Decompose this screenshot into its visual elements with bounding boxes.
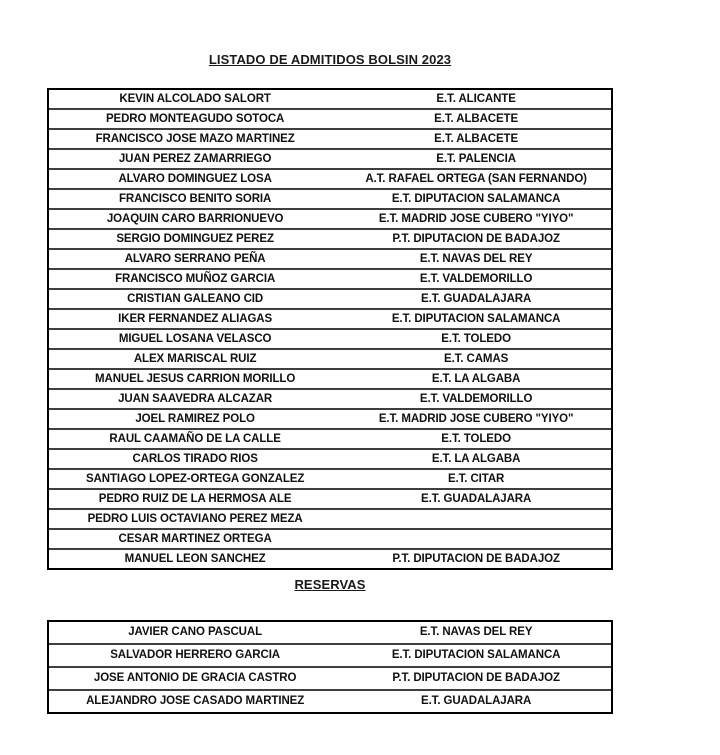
center-name: E.T. ALBACETE <box>434 132 519 145</box>
person-name: ALEJANDRO JOSE CASADO MARTINEZ <box>86 695 305 708</box>
person-name: SALVADOR HERRERO GARCIA <box>110 649 280 662</box>
center-name: E.T. ALBACETE <box>434 112 519 125</box>
center-name: E.T. VALDEMORILLO <box>419 272 533 285</box>
table-row <box>49 230 611 250</box>
center-name: E.T. LA ALGABA <box>431 372 521 385</box>
center-name: E.T. GUADALAJARA <box>421 695 532 708</box>
table-row <box>49 470 611 490</box>
table-row <box>49 668 611 691</box>
table-row <box>49 622 611 645</box>
table-row <box>49 290 611 310</box>
center-name: E.T. MADRID JOSE CUBERO "YIYO" <box>378 412 574 425</box>
person-name: MANUEL LEON SANCHEZ <box>124 552 266 565</box>
person-name: ALVARO DOMINGUEZ LOSA <box>118 172 272 185</box>
center-name <box>341 519 611 520</box>
center-name: E.T. DIPUTACION SALAMANCA <box>391 312 561 325</box>
person-name: SERGIO DOMINGUEZ PEREZ <box>116 232 274 245</box>
person-name: JUAN PEREZ ZAMARRIEGO <box>118 152 272 165</box>
center-name <box>341 539 611 540</box>
table-row <box>49 370 611 390</box>
center-name: E.T. CAMAS <box>444 352 509 365</box>
center-name: A.T. RAFAEL ORTEGA (SAN FERNANDO) <box>365 172 587 185</box>
table-row <box>49 490 611 510</box>
center-name: P.T. DIPUTACION DE BADAJOZ <box>392 672 560 685</box>
person-name: MANUEL JESUS CARRION MORILLO <box>95 372 296 385</box>
table-row <box>49 270 611 290</box>
center-name: E.T. DIPUTACION SALAMANCA <box>391 649 561 662</box>
person-name: JUAN SAAVEDRA ALCAZAR <box>118 392 273 405</box>
person-name: PEDRO RUIZ DE LA HERMOSA ALE <box>98 492 292 505</box>
table-row <box>49 90 611 110</box>
table-row <box>49 350 611 370</box>
center-name: P.T. DIPUTACION DE BADAJOZ <box>392 552 560 565</box>
table-row <box>49 410 611 430</box>
person-name: RAUL CAAMAÑO DE LA CALLE <box>109 432 281 445</box>
table-row <box>49 170 611 190</box>
table-row <box>49 110 611 130</box>
center-name: E.T. GUADALAJARA <box>421 492 532 505</box>
person-name: JOEL RAMIREZ POLO <box>135 412 255 425</box>
person-name: CRISTIAN GALEANO CID <box>127 292 264 305</box>
table-row <box>49 691 611 712</box>
table-row <box>49 450 611 470</box>
person-name: CESAR MARTINEZ ORTEGA <box>118 532 272 545</box>
center-name: E.T. NAVAS DEL REY <box>419 626 533 639</box>
person-name: FRANCISCO BENITO SORIA <box>119 192 272 205</box>
center-name: E.T. GUADALAJARA <box>421 292 532 305</box>
reservas-table <box>47 620 613 714</box>
person-name: ALVARO SERRANO PEÑA <box>124 252 266 265</box>
person-name: PEDRO MONTEAGUDO SOTOCA <box>105 112 285 125</box>
center-name: E.T. PALENCIA <box>436 152 516 165</box>
table-row <box>49 190 611 210</box>
reservas-title: RESERVAS <box>294 577 366 592</box>
person-name: FRANCISCO JOSE MAZO MARTINEZ <box>95 132 295 145</box>
table-row <box>49 210 611 230</box>
center-name: E.T. TOLEDO <box>441 432 511 445</box>
person-name: CARLOS TIRADO RIOS <box>132 452 258 465</box>
table-row <box>49 310 611 330</box>
page-title: LISTADO DE ADMITIDOS BOLSIN 2023 <box>208 52 452 67</box>
admitted-table <box>47 88 613 570</box>
center-name: E.T. VALDEMORILLO <box>419 392 533 405</box>
table-row <box>49 150 611 170</box>
center-name: E.T. NAVAS DEL REY <box>419 252 533 265</box>
center-name: E.T. ALICANTE <box>436 92 516 105</box>
table-row <box>49 390 611 410</box>
table-row <box>49 510 611 530</box>
center-name: E.T. CITAR <box>447 472 505 485</box>
person-name: IKER FERNANDEZ ALIAGAS <box>118 312 273 325</box>
table-row <box>49 530 611 550</box>
center-name: E.T. TOLEDO <box>441 332 511 345</box>
person-name: JAVIER CANO PASCUAL <box>128 626 262 639</box>
table-row <box>49 550 611 568</box>
table-row <box>49 645 611 668</box>
center-name: E.T. MADRID JOSE CUBERO "YIYO" <box>378 212 574 225</box>
person-name: JOSE ANTONIO DE GRACIA CASTRO <box>93 672 297 685</box>
table-row <box>49 430 611 450</box>
center-name: E.T. DIPUTACION SALAMANCA <box>391 192 561 205</box>
table-row <box>49 330 611 350</box>
center-name: P.T. DIPUTACION DE BADAJOZ <box>392 232 560 245</box>
person-name: JOAQUIN CARO BARRIONUEVO <box>106 212 284 225</box>
table-row <box>49 250 611 270</box>
center-name: E.T. LA ALGABA <box>431 452 521 465</box>
table-row <box>49 130 611 150</box>
person-name: ALEX MARISCAL RUIZ <box>133 352 257 365</box>
person-name: KEVIN ALCOLADO SALORT <box>119 92 271 105</box>
person-name: SANTIAGO LOPEZ-ORTEGA GONZALEZ <box>85 472 305 485</box>
person-name: PEDRO LUIS OCTAVIANO PEREZ MEZA <box>87 512 303 525</box>
person-name: MIGUEL LOSANA VELASCO <box>118 332 272 345</box>
person-name: FRANCISCO MUÑOZ GARCIA <box>115 272 276 285</box>
